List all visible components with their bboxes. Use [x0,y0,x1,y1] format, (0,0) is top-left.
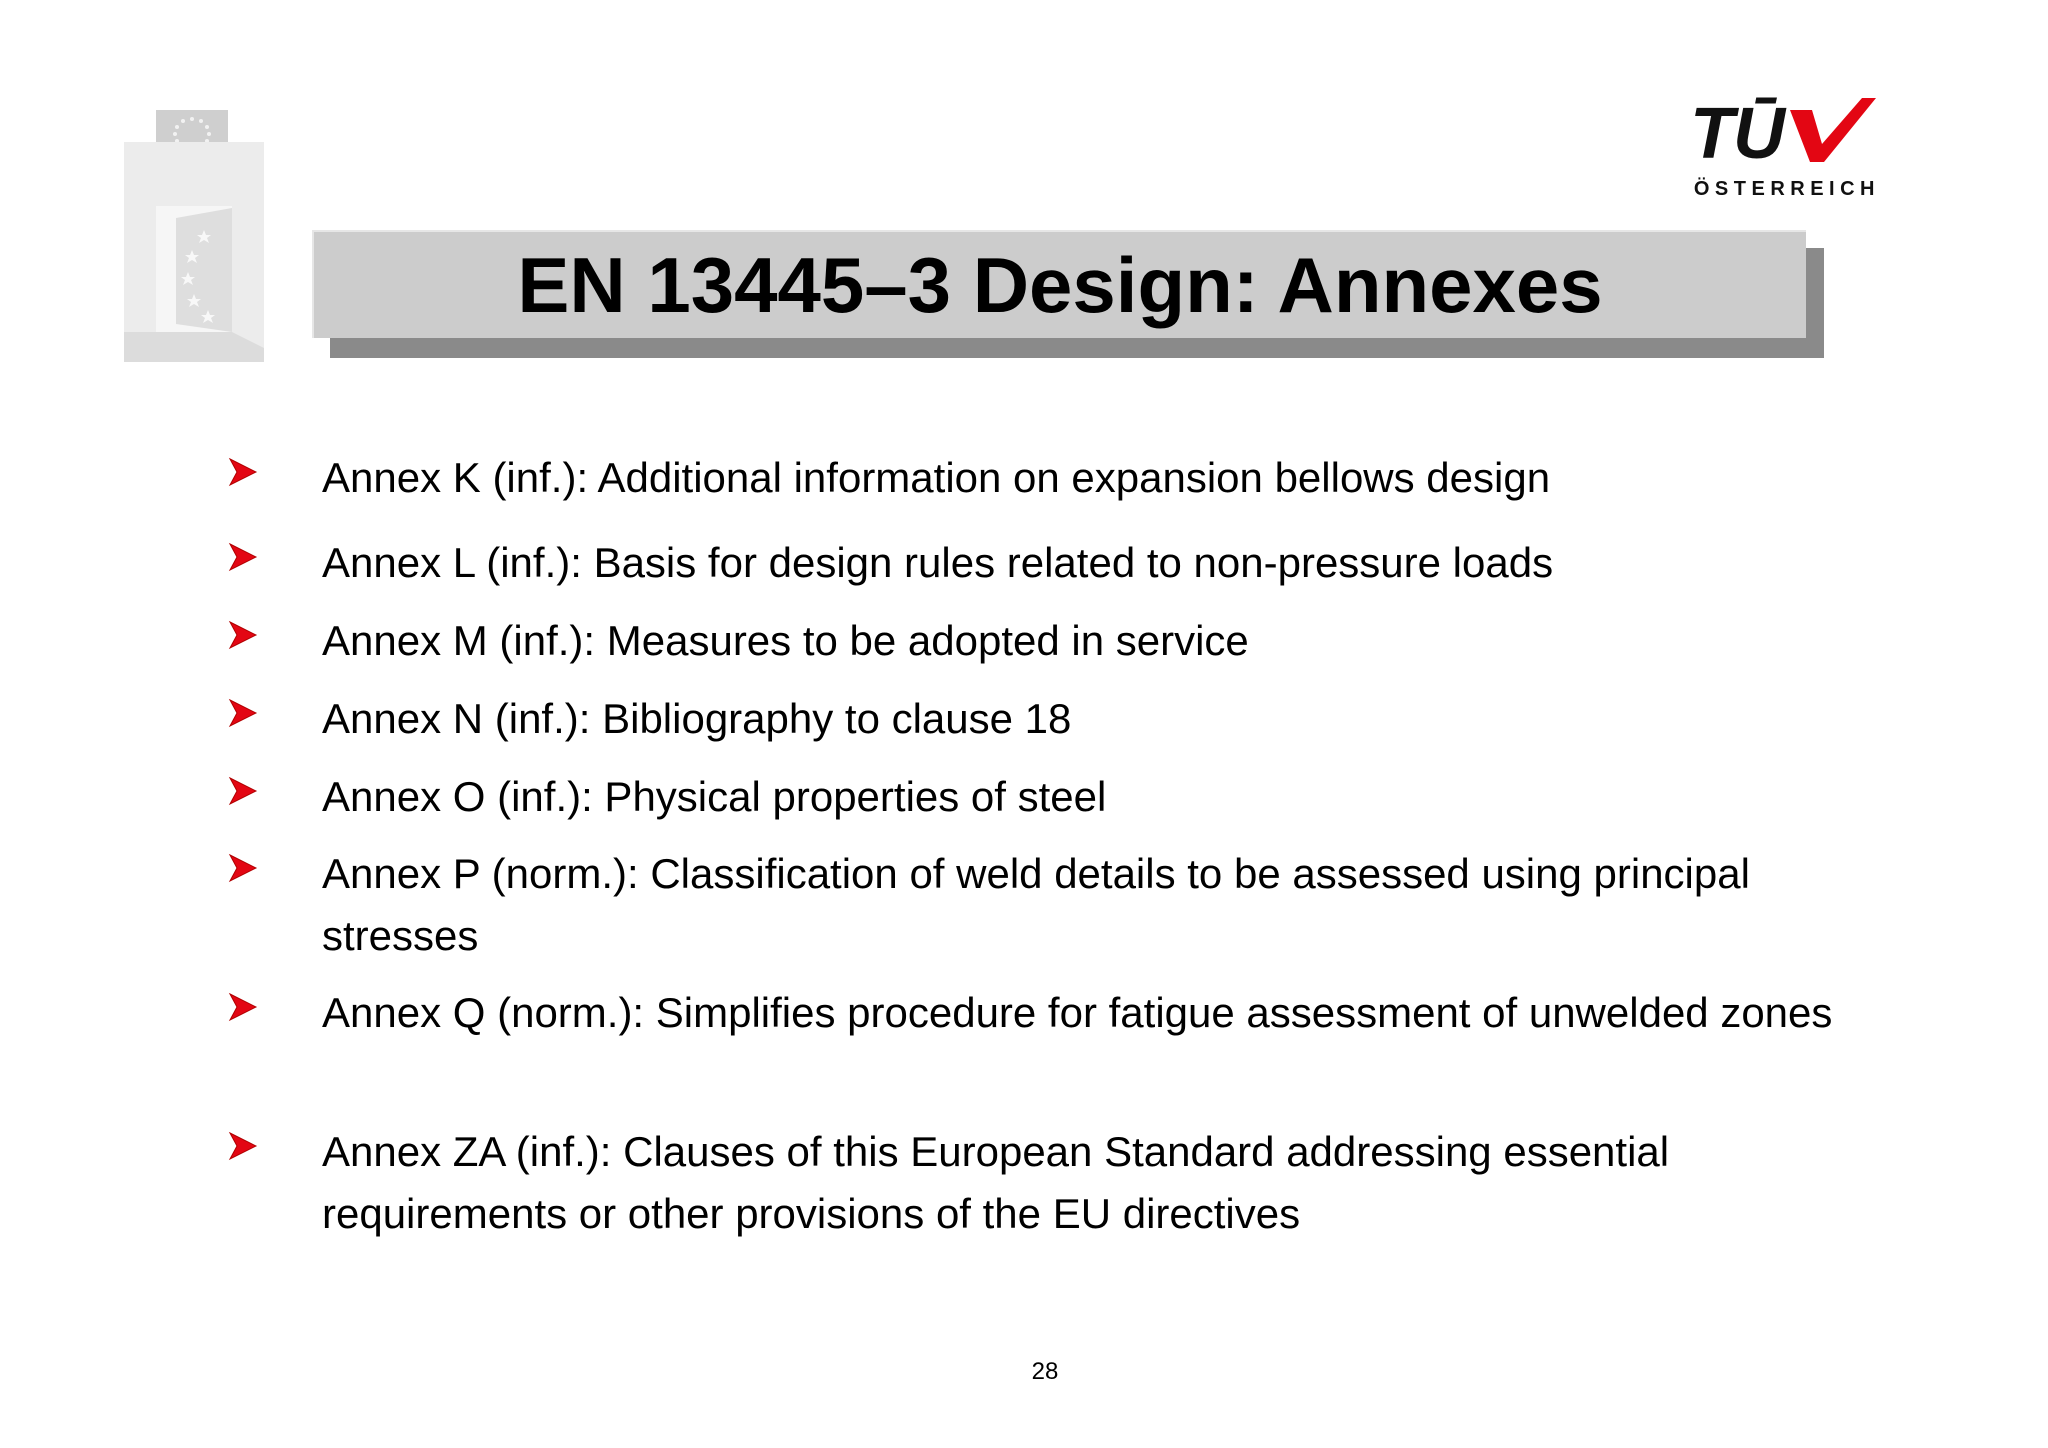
red-arrowhead-icon [228,620,258,650]
tuv-logo-wordmark: TŪ [1690,94,1784,174]
red-arrowhead-icon [228,1131,258,1161]
list-item-text: Annex Q (norm.): Simplifies procedure for fatigue assessment of unwelded zones [322,989,1833,1036]
red-arrowhead-icon [228,698,258,728]
list-item-text: Annex M (inf.): Measures to be adopted in service [322,617,1249,664]
list-item-text: Annex ZA (inf.): Clauses of this European Standard addressing essential requirements or other provisions of the EU directives [322,1128,1670,1237]
page-number: 28 [1031,1358,1059,1385]
red-arrowhead-icon [228,853,258,883]
red-arrowhead-icon [228,776,258,806]
list-item-text: Annex L (inf.): Basis for design rules related to non-pressure loads [322,539,1554,586]
red-arrowhead-icon [228,992,258,1022]
list-item-text: Annex O (inf.): Physical properties of steel [322,773,1107,820]
checkmark-icon [1788,96,1878,166]
eu-logo [124,110,264,362]
list-item-text: Annex K (inf.): Additional information on expansion bellows design [322,454,1551,501]
tuv-logo-subtitle: ÖSTERREICH [1693,178,1880,200]
red-arrowhead-icon [228,542,258,572]
list-item-text: Annex N (inf.): Bibliography to clause 18 [322,695,1072,742]
tuv-logo [1660,94,1880,204]
title-banner [312,230,1806,338]
list-item-text: Annex P (norm.): Classification of weld details to be assessed using principal stresses [322,850,1750,959]
page-title: EN 13445–3 Design: Annexes [517,241,1603,329]
red-arrowhead-icon [228,457,258,487]
